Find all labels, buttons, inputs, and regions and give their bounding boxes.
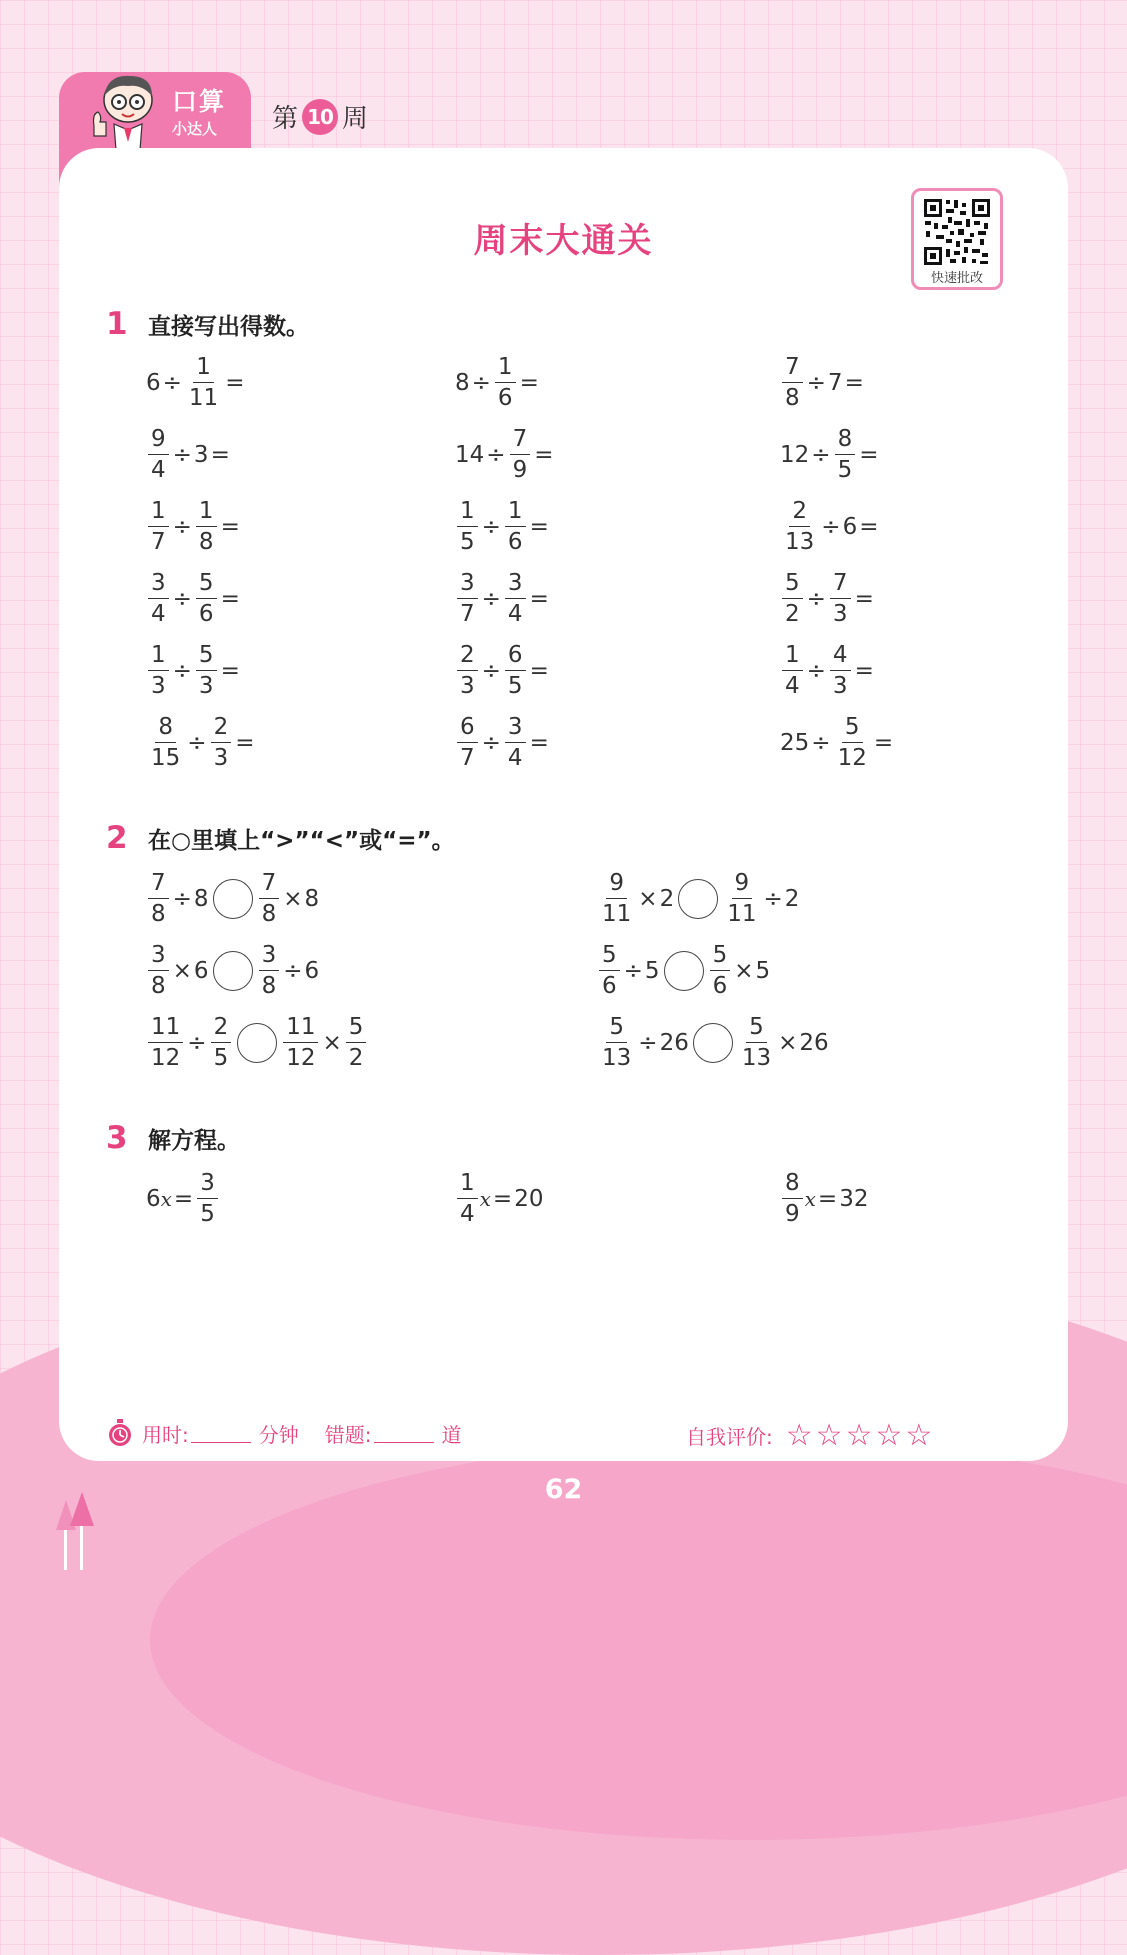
fraction: $\frac{1}{6}$ (505, 500, 526, 554)
number: 32 (839, 1186, 869, 1212)
fraction: $\frac{4}{3}$ (830, 644, 851, 698)
fraction: $\frac{8}{5}$ (835, 428, 856, 482)
number: 8 (455, 370, 470, 396)
problem-item (146, 572, 242, 626)
content-card (59, 148, 1068, 1461)
operator: × (172, 958, 192, 984)
fraction: $\frac{5}{2}$ (346, 1016, 367, 1070)
self-rating (686, 1418, 932, 1453)
fraction: $\frac{2}{5}$ (211, 1016, 232, 1070)
problem-item (146, 428, 232, 482)
variable: x (804, 1187, 816, 1211)
footer-time-errors (106, 1418, 462, 1448)
problem-item (780, 644, 876, 698)
fraction: $\frac{1}{5}$ (457, 500, 478, 554)
fraction: $\frac{3}{8}$ (148, 944, 169, 998)
operator: = (854, 658, 874, 684)
operator: ÷ (187, 1030, 207, 1056)
operator: ÷ (172, 442, 192, 468)
number: 2 (784, 886, 800, 912)
number: 8 (304, 886, 320, 912)
compare-circle[interactable] (213, 879, 253, 919)
mascot-icon (84, 70, 164, 150)
operator: = (529, 658, 549, 684)
operator: = (220, 514, 240, 540)
fraction: $\frac{5}{6}$ (196, 572, 217, 626)
compare-circle[interactable] (693, 1023, 733, 1063)
section-1-heading (106, 306, 309, 342)
week-suffix: 周 (342, 104, 369, 134)
operator: = (235, 730, 255, 756)
compare-circle[interactable] (213, 951, 253, 991)
operator: × (778, 1030, 798, 1056)
fraction: $\frac{2}{3}$ (211, 716, 232, 770)
operator: × (734, 958, 754, 984)
qr-code[interactable] (911, 188, 1003, 290)
problem-item (455, 356, 541, 410)
compare-circle[interactable] (237, 1023, 277, 1063)
number: 26 (659, 1030, 689, 1056)
section-2-number: 2 (106, 820, 128, 856)
fraction: $\frac{5}{6}$ (710, 944, 731, 998)
fraction: $\frac{5}{3}$ (196, 644, 217, 698)
operator: ÷ (481, 658, 501, 684)
qr-label: 快速批改 (930, 271, 983, 286)
operator: = (492, 1186, 513, 1212)
variable: x (479, 1187, 491, 1211)
operator: ÷ (481, 586, 501, 612)
operator: ÷ (763, 886, 783, 912)
operator: ÷ (811, 442, 831, 468)
problem-item (146, 644, 242, 698)
fraction: $\frac{3}{5}$ (197, 1172, 218, 1226)
operator: = (529, 514, 549, 540)
fraction: $\frac{3}{4}$ (505, 716, 526, 770)
section-1-title: 直接写出得数。 (148, 313, 309, 340)
fraction: $\frac{1}{7}$ (148, 500, 169, 554)
fraction: $\frac{9}{11}$ (727, 870, 757, 927)
number: 2 (659, 886, 675, 912)
compare-circle[interactable] (664, 951, 704, 991)
operator: = (529, 730, 549, 756)
fraction: $\frac{7}{8}$ (782, 356, 803, 410)
fraction: $\frac{7}{9}$ (510, 428, 531, 482)
problem-item (455, 572, 551, 626)
operator: = (859, 514, 879, 540)
operator: ÷ (172, 886, 192, 912)
fraction: $\frac{8}{15}$ (151, 714, 181, 771)
operator: = (854, 586, 874, 612)
number: 14 (455, 442, 485, 468)
errors-blank[interactable] (374, 1424, 434, 1443)
fraction: $\frac{1}{4}$ (782, 644, 803, 698)
fraction: $\frac{5}{12}$ (837, 714, 867, 771)
operator: ÷ (162, 370, 182, 396)
star-icon-1[interactable]: ☆ (785, 1418, 813, 1453)
fraction: $\frac{5}{2}$ (782, 572, 803, 626)
fraction: $\frac{9}{4}$ (148, 428, 169, 482)
operator: × (322, 1030, 342, 1056)
variable: x (160, 1187, 172, 1211)
week-label (272, 98, 368, 135)
problem-item (146, 716, 256, 770)
operator: = (873, 730, 894, 756)
compare-circle[interactable] (678, 879, 718, 919)
section-1-number: 1 (106, 306, 128, 342)
problem-item (780, 356, 866, 410)
operator: = (220, 586, 240, 612)
fraction: $\frac{11}{12}$ (283, 1016, 318, 1070)
problem-item (146, 500, 242, 554)
fraction: $\frac{1}{8}$ (196, 500, 217, 554)
number: 6 (193, 958, 209, 984)
qr-code-icon (922, 197, 992, 267)
stopwatch-icon (106, 1418, 134, 1448)
number: 6 (146, 1186, 161, 1212)
fraction: $\frac{3}{4}$ (505, 572, 526, 626)
compare-item (146, 944, 319, 998)
fraction: $\frac{9}{11}$ (602, 870, 632, 927)
operator: = (859, 442, 879, 468)
operator: = (220, 658, 240, 684)
page-number: 62 (544, 1474, 583, 1505)
week-number-badge: 10 (302, 99, 338, 135)
star-icon-4[interactable]: ☆ (875, 1418, 903, 1453)
fraction: $\frac{5}{13}$ (741, 1014, 772, 1071)
fraction: $\frac{3}{8}$ (259, 944, 280, 998)
fraction: $\frac{1}{4}$ (457, 1172, 478, 1226)
page-title: 周末大通关 (473, 221, 654, 261)
star-icon-5[interactable]: ☆ (905, 1418, 933, 1453)
section-2-title: 在○里填上“>”“<”或“=”。 (148, 827, 455, 854)
operator: ÷ (172, 514, 192, 540)
time-label: 用时: (142, 1422, 189, 1447)
rating-label: 自我评价: (686, 1425, 773, 1449)
operator: = (529, 586, 549, 612)
compare-item (597, 944, 770, 998)
operator: = (534, 442, 554, 468)
tab-title: 口算 (172, 87, 227, 116)
problem-item (780, 716, 895, 770)
time-blank[interactable] (191, 1424, 251, 1443)
fraction: $\frac{1}{11}$ (188, 354, 219, 411)
fraction: $\frac{3}{7}$ (457, 572, 478, 626)
number: 6 (842, 514, 858, 540)
fraction: $\frac{5}{13}$ (602, 1014, 632, 1071)
week-prefix: 第 (272, 104, 299, 134)
equation-item (455, 1172, 543, 1226)
operator: ÷ (811, 730, 831, 756)
section-2-heading (106, 820, 455, 856)
fraction: $\frac{8}{9}$ (782, 1172, 803, 1226)
fraction: $\frac{2}{13}$ (785, 498, 815, 555)
operator: ÷ (638, 1030, 658, 1056)
errors-unit: 道 (441, 1422, 462, 1447)
star-icon-3[interactable]: ☆ (845, 1418, 873, 1453)
number: 5 (644, 958, 660, 984)
operator: ÷ (806, 586, 826, 612)
fraction: $\frac{6}{5}$ (505, 644, 526, 698)
problem-item (455, 500, 551, 554)
operator: = (173, 1186, 194, 1212)
number: 12 (780, 442, 810, 468)
equation-item (146, 1172, 220, 1226)
errors-label: 错题: (324, 1422, 372, 1447)
fraction: $\frac{11}{12}$ (148, 1016, 183, 1070)
fraction: $\frac{2}{3}$ (457, 644, 478, 698)
problem-item (455, 428, 555, 482)
operator: ÷ (821, 514, 841, 540)
section-3-heading (106, 1120, 240, 1156)
section-3-title: 解方程。 (148, 1127, 240, 1154)
operator: ÷ (283, 958, 303, 984)
section-3-number: 3 (106, 1120, 128, 1156)
problem-item (455, 644, 551, 698)
number: 8 (193, 886, 209, 912)
problem-item (780, 428, 880, 482)
operator: ÷ (471, 370, 491, 396)
operator: = (225, 370, 245, 396)
operator: = (844, 370, 864, 396)
operator: ÷ (623, 958, 643, 984)
problem-item (780, 572, 876, 626)
number: 5 (755, 958, 771, 984)
operator: ÷ (172, 586, 192, 612)
number: 26 (799, 1030, 829, 1056)
fraction: $\frac{5}{6}$ (599, 944, 620, 998)
fraction: $\frac{7}{8}$ (148, 872, 169, 926)
compare-item (146, 872, 319, 926)
fraction: $\frac{1}{6}$ (495, 356, 516, 410)
operator: = (817, 1186, 838, 1212)
number: 7 (827, 370, 843, 396)
operator: ÷ (172, 658, 192, 684)
number: 25 (780, 730, 810, 756)
compare-item (146, 1016, 368, 1070)
fraction: $\frac{7}{8}$ (259, 872, 280, 926)
operator: × (638, 886, 658, 912)
time-unit: 分钟 (258, 1422, 299, 1447)
number: 6 (304, 958, 320, 984)
operator: ÷ (481, 514, 501, 540)
problem-item (455, 716, 551, 770)
problem-item (780, 500, 880, 554)
compare-item (597, 1016, 829, 1070)
fraction: $\frac{6}{7}$ (457, 716, 478, 770)
operator: × (283, 886, 303, 912)
operator: ÷ (481, 730, 501, 756)
operator: ÷ (806, 370, 826, 396)
operator: ÷ (486, 442, 506, 468)
fraction: $\frac{1}{3}$ (148, 644, 169, 698)
operator: ÷ (806, 658, 826, 684)
number: 3 (193, 442, 209, 468)
tab-subtitle: 小达人 (172, 120, 218, 138)
compare-item (597, 872, 799, 926)
operator: = (519, 370, 539, 396)
fraction: $\frac{7}{3}$ (830, 572, 851, 626)
star-icon-2[interactable]: ☆ (815, 1418, 843, 1453)
operator: = (210, 442, 230, 468)
number: 6 (146, 370, 161, 396)
problem-item (146, 356, 246, 410)
fraction: $\frac{3}{4}$ (148, 572, 169, 626)
number: 20 (514, 1186, 544, 1212)
operator: ÷ (187, 730, 207, 756)
equation-item (780, 1172, 868, 1226)
